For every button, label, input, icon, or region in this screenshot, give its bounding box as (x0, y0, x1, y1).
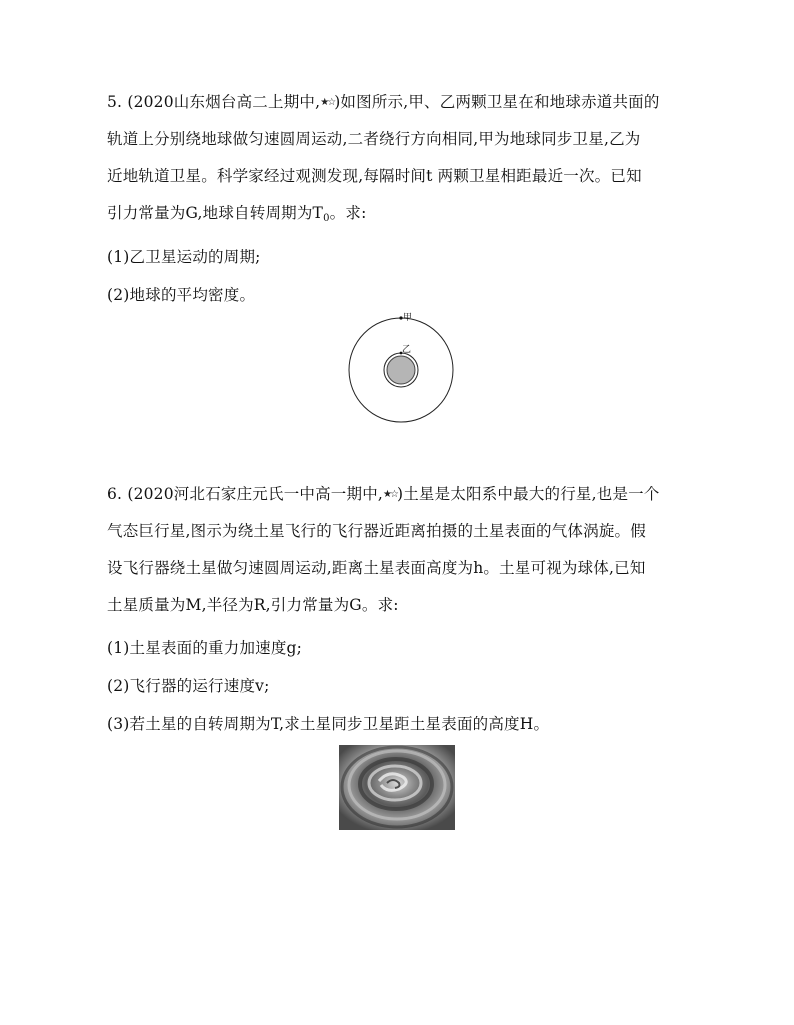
q6-line-4: 土星质量为M,半径为R,引力常量为G。求: (107, 596, 399, 614)
q6-source: 6. (2020河北石家庄元氏一中高一期中, (107, 485, 384, 503)
earth-disk (387, 356, 415, 384)
q5-line-4-end: 。求: (329, 204, 367, 222)
q5-line-4-text: 引力常量为G,地球自转周期为T (107, 204, 324, 222)
orbit-diagram (345, 312, 457, 426)
q6-line-2: 气态巨行星,图示为绕土星飞行的飞行器近距离拍摄的土星表面的气体涡旋。假 (107, 522, 646, 540)
q6-item-2: (2)飞行器的运行速度v; (107, 677, 270, 695)
q5-line-3: 近地轨道卫星。科学家经过观测发现,每隔时间t 两颗卫星相距最近一次。已知 (107, 167, 642, 185)
q6-text-1: )土星是太阳系中最大的行星,也是一个 (396, 485, 660, 503)
label-yi: 乙 (402, 345, 412, 355)
q5-line-4 (107, 203, 367, 229)
label-jia: 甲 (403, 313, 413, 323)
q5-source: 5. (2020山东烟台高二上期中, (107, 93, 321, 111)
q5-t0-subscript: 0 (323, 213, 330, 224)
saturn-vortex-photo (339, 745, 455, 830)
q6-line-1 (107, 484, 660, 505)
q5-item-2: (2)地球的平均密度。 (107, 286, 256, 304)
q5-text-1: )如图所示,甲、乙两颗卫星在和地球赤道共面的 (334, 93, 660, 111)
q5-item-1: (1)乙卫星运动的周期; (107, 248, 261, 266)
q6-item-3: (3)若土星的自转周期为T,求土星同步卫星距土星表面的高度H。 (107, 715, 550, 733)
difficulty-stars-icon: ★☆ (320, 97, 335, 108)
q6-line-3: 设飞行器绕土星做匀速圆周运动,距离土星表面高度为h。土星可视为球体,已知 (107, 559, 646, 577)
difficulty-stars-icon: ★☆ (383, 489, 397, 500)
q5-line-2: 轨道上分别绕地球做匀速圆周运动,二者绕行方向相同,甲为地球同步卫星,乙为 (107, 130, 641, 148)
q6-item-1: (1)土星表面的重力加速度g; (107, 639, 303, 657)
q5-line-1 (107, 92, 660, 113)
